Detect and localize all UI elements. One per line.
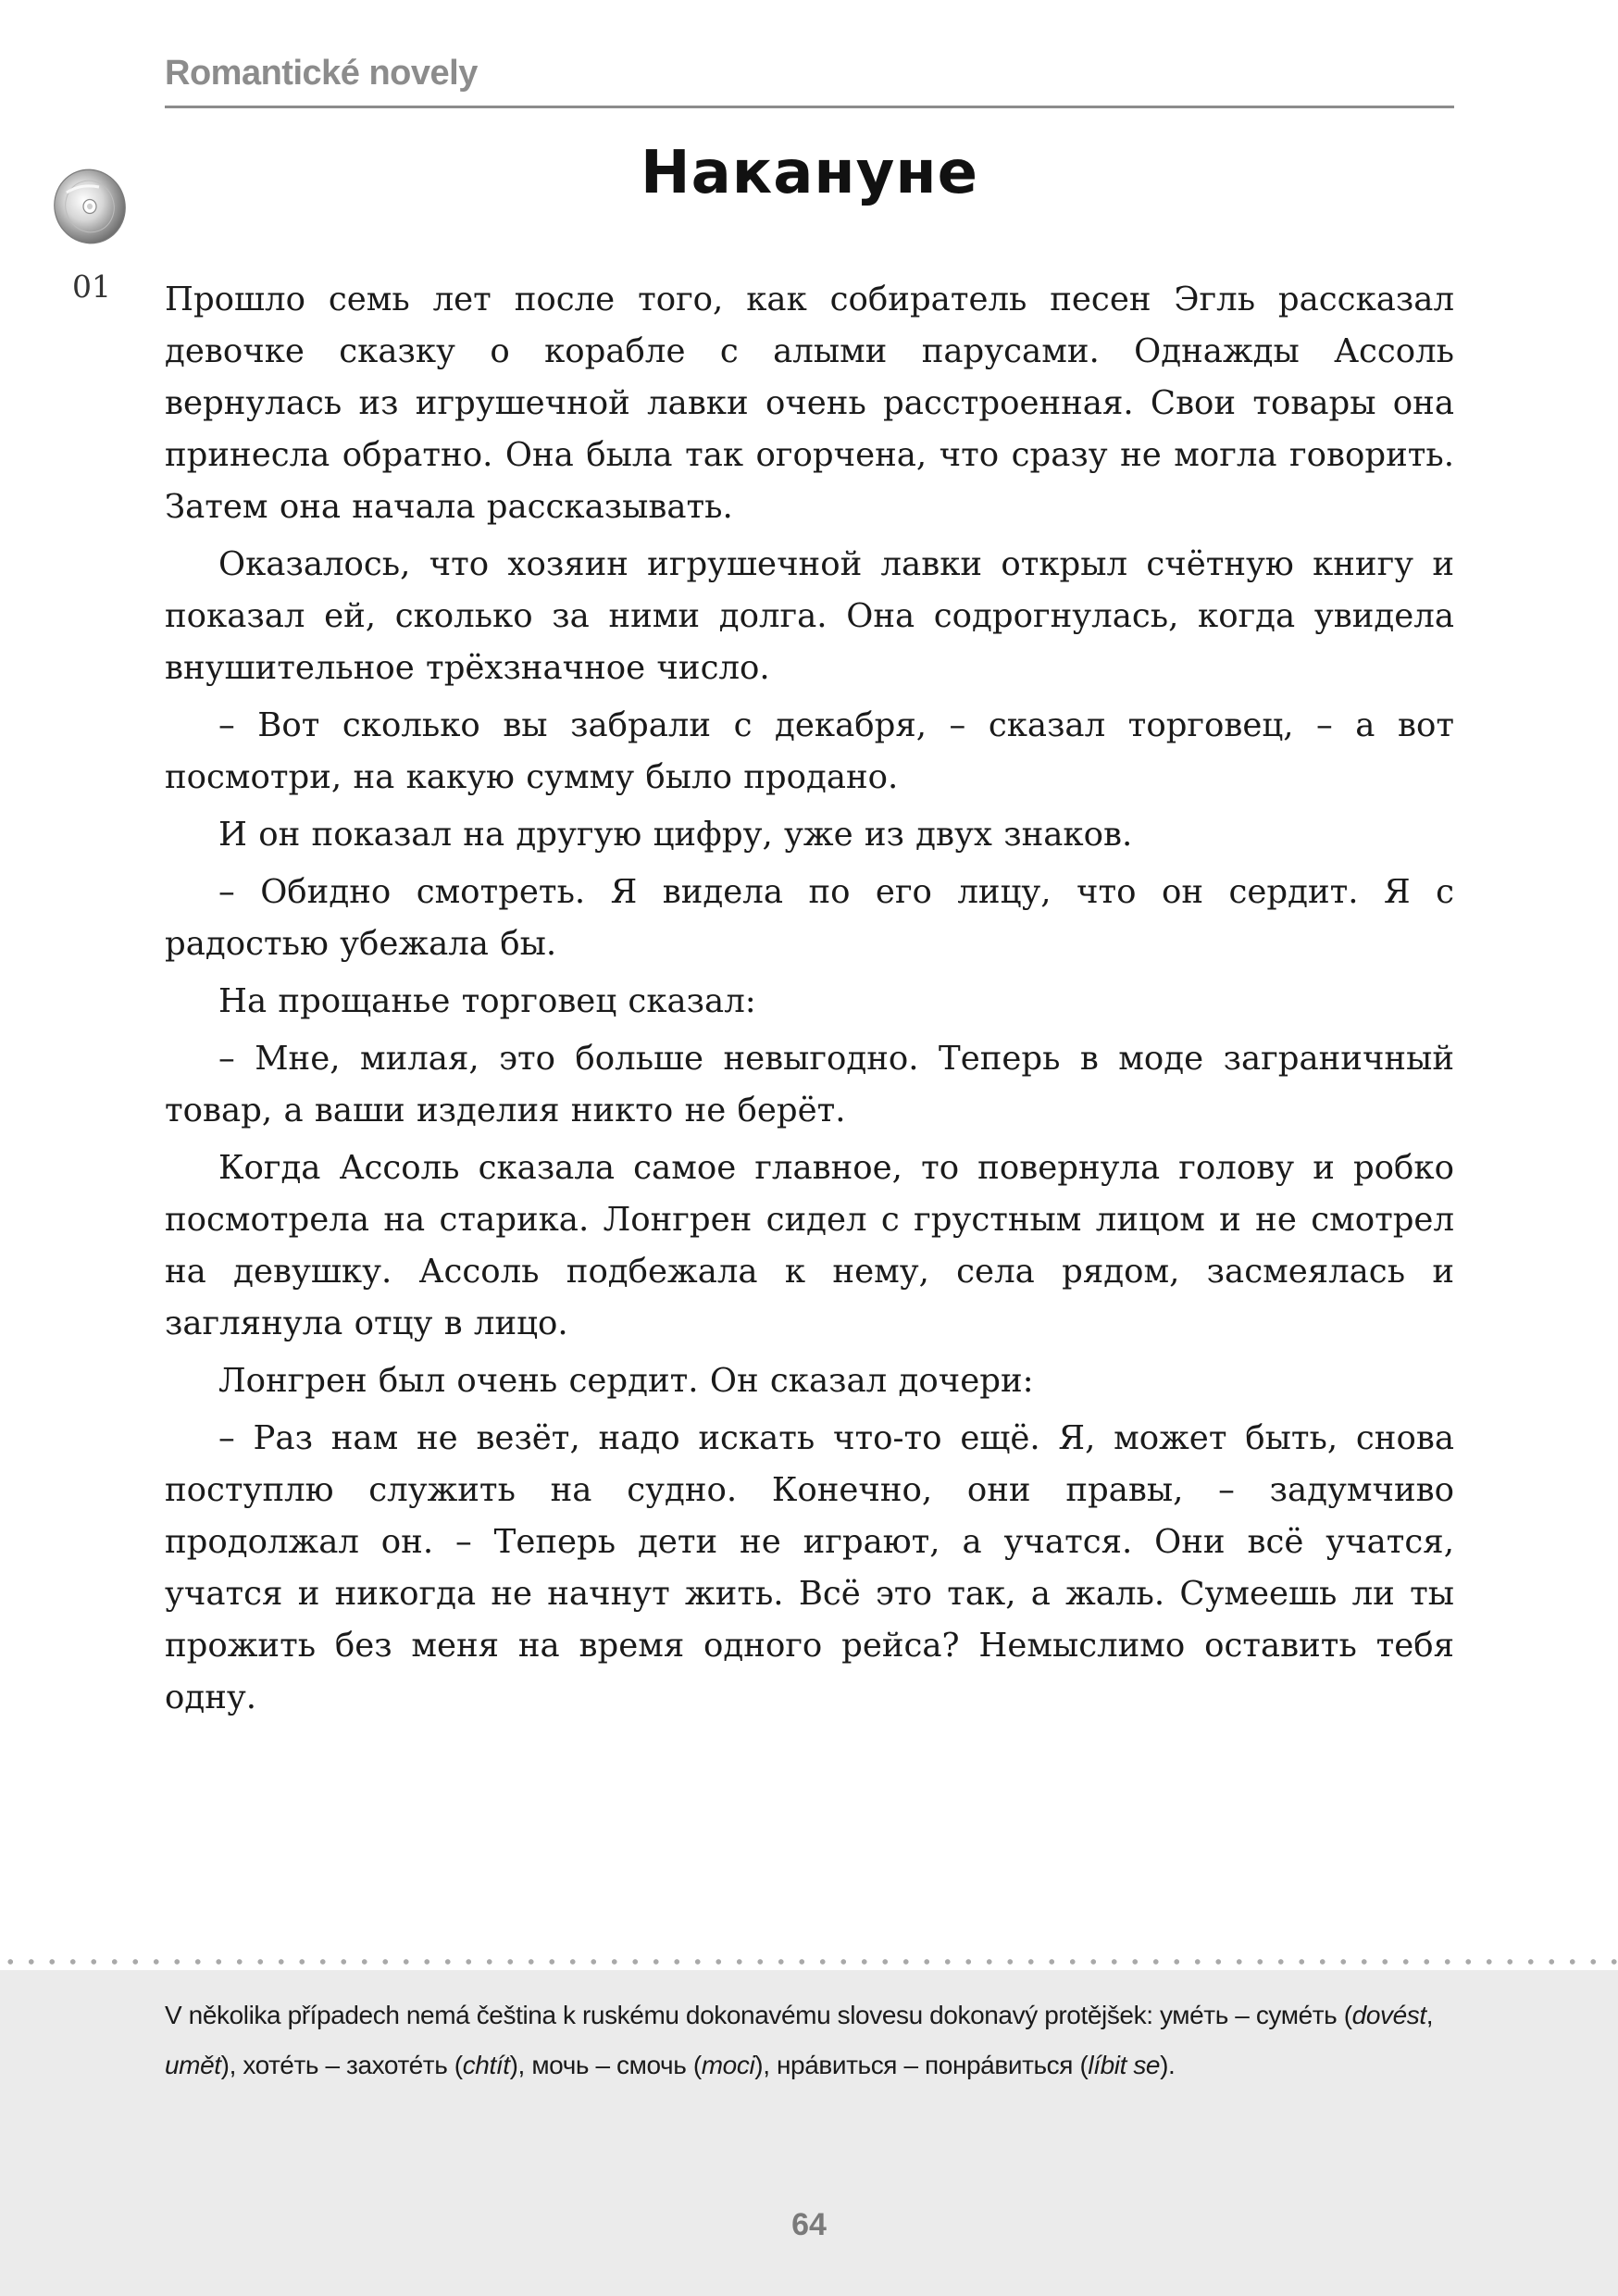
dotted-separator [0,1959,1618,1965]
note-translation: umět [165,2051,221,2079]
paragraph: Лонгрен был очень сердит. Он сказал дочери: [218,1362,1034,1400]
paragraph: – Вот сколько вы забрали с декабря, – сказал торговец, – а вот посмотри, на какую сумму было продано. [165,706,1454,796]
note-translation: líbit se [1088,2051,1161,2079]
note-translation: moci [701,2051,755,2079]
paragraph: – Обидно смотреть. Я видела по его лицу, что он сердит. Я с радостью убежала бы. [165,873,1454,963]
note-word: понра́виться [925,2051,1074,2079]
paragraph: И он показал на другую цифру, уже из двух знаков. [218,816,1133,854]
note-pair: нра́виться – понра́виться (líbit se). [776,2051,1176,2079]
note-word: уме́ть [1159,2001,1228,2029]
note-word: смочь [616,2051,687,2079]
paragraph: Оказалось, что хозяин игрушечной лавки открыл счётную книгу и показал ей, сколько за ними долга. Она содрогнулась, когда увидела внушительное трёхзначное число. [165,545,1454,687]
running-head: Romantické novely [165,54,478,93]
page-title: Накануне [641,139,978,207]
note-pair: уме́ть – суме́ть (dovést, umět), [165,2001,1434,2079]
note-word: захоте́ть [346,2051,448,2079]
note-pair: хоте́ть – захоте́ть (chtít), [243,2051,532,2079]
paragraph: На прощанье торговец сказал: [218,982,756,1020]
note-word: хоте́ть [243,2051,319,2079]
note-translation: chtít [462,2051,510,2079]
note-intro: V několika případech nemá čeština k ruskému dokonavému slovesu dokonavý protějšek: [165,2001,1160,2029]
paragraph: Прошло семь лет после того, как собиратель песен Эгль рассказал девочке сказку о корабле с алыми парусами. Однажды Ассоль вернулась из игрушечной лавки очень расстроенная. Свои товары она принесла обратно. Она была так огорчена, что сразу не могла говорить. Затем она начала рассказывать. [165,281,1454,526]
track-number: 01 [72,268,111,305]
note-word: суме́ть [1255,2001,1338,2029]
note-word: мочь [531,2051,590,2079]
paragraph: – Мне, милая, это больше невыгодно. Теперь в моде заграничный товар, а ваши изделия никто не берёт. [165,1040,1454,1129]
grammar-note [165,1990,1461,2090]
paragraph: Когда Ассоль сказала самое главное, то повернула голову и робко посмотрела на старика. Лонгрен сидел с грустным лицом и не смотрел на девушку. Ассоль подбежала к нему, села рядом, засмеялась и заглянула отцу в лицо. [165,1149,1454,1342]
body-text [165,274,1454,1729]
note-translation: dovést [1351,2001,1426,2029]
note-word: нра́виться [776,2051,898,2079]
note-pair: мочь – смочь (moci), [531,2051,777,2079]
page-number: 64 [791,2207,827,2242]
cd-icon [48,165,131,248]
header-rule [165,106,1454,108]
paragraph: – Раз нам не везёт, надо искать что-то ещё. Я, может быть, снова поступлю служить на судно. Конечно, они правы, – задумчиво продолжал он. – Теперь дети не играют, а учатся. Они всё учатся, учатся и никогда не начнут жить. Всё это так, а жаль. Сумеешь ли ты прожить без меня на время одного рейса? Немыслимо оставить тебя одну. [165,1419,1454,1716]
